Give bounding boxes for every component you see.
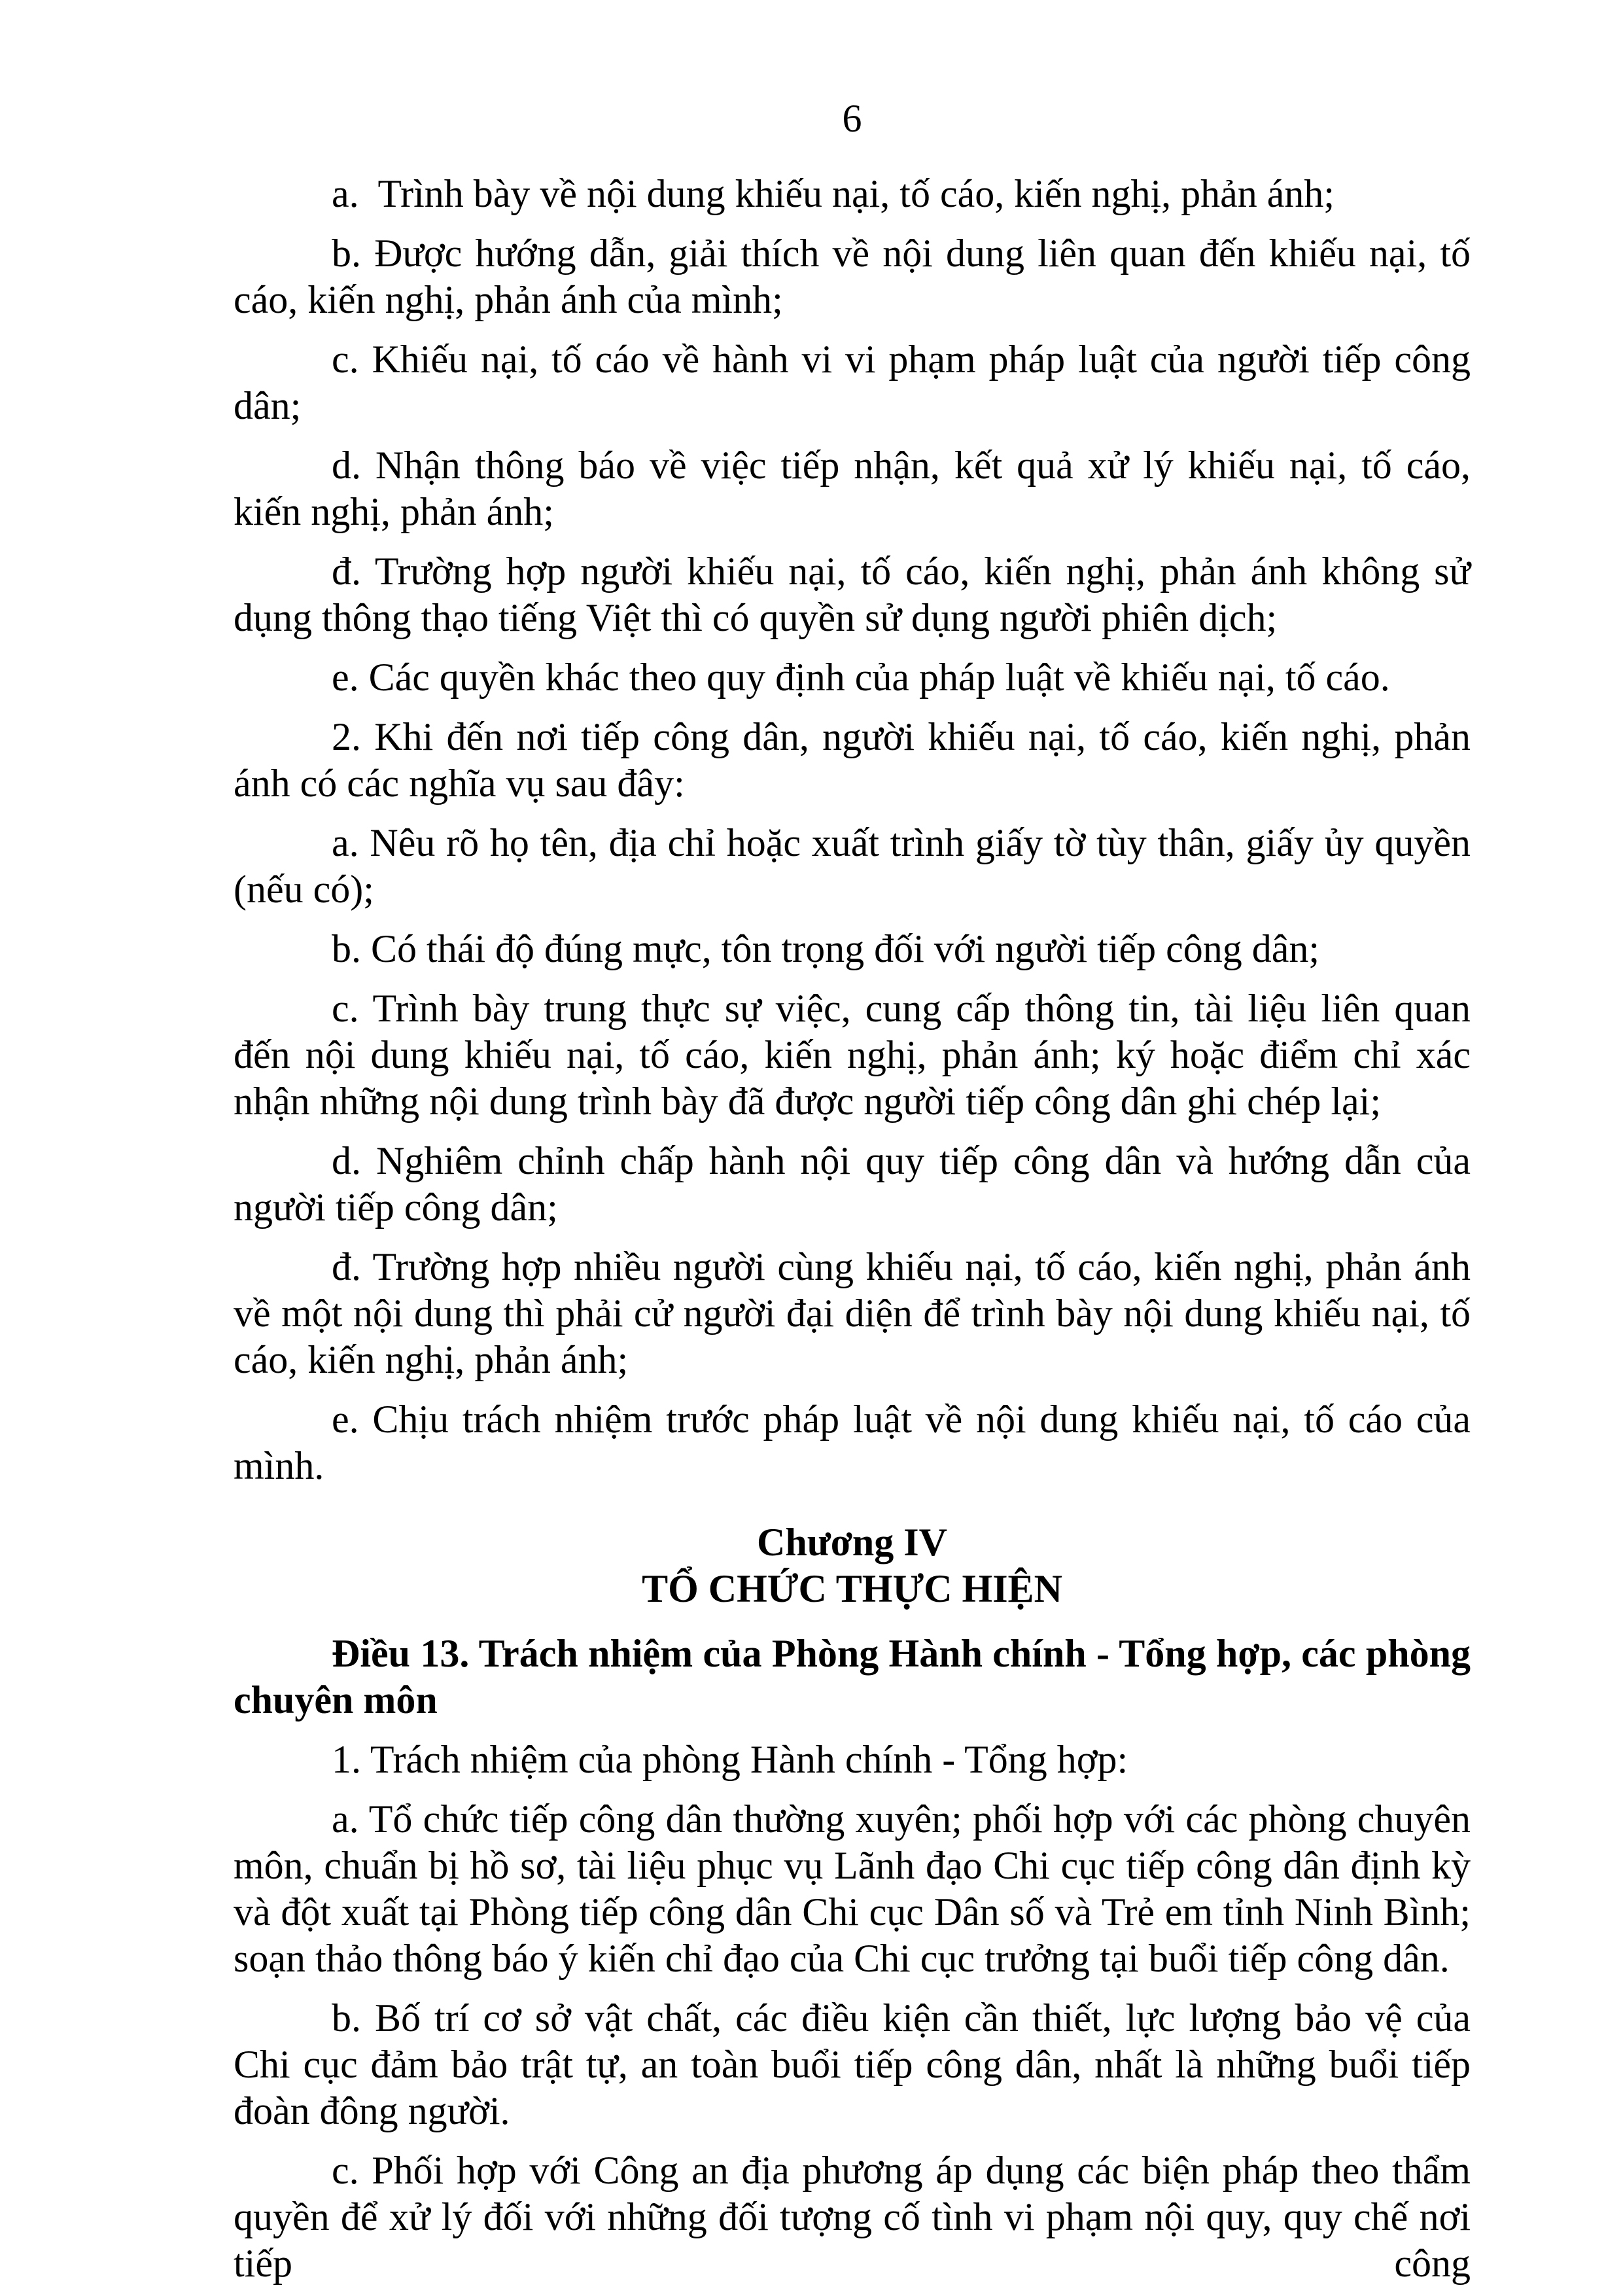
obligations-intro: 2. Khi đến nơi tiếp công dân, người khiếu nại, tố cáo, kiến nghị, phản ánh có các nghĩa vụ sau đây: (234, 715, 1480, 805)
rights-item-a: a. Trình bày về nội dung khiếu nại, tố cáo, kiến nghị, phản ánh; (332, 172, 1335, 215)
obligations-item-b: b. Có thái độ đúng mực, tôn trọng đối với người tiếp công dân; (332, 927, 1320, 970)
obligations-item-d: d. Nghiêm chỉnh chấp hành nội quy tiếp công dân và hướng dẫn của người tiếp công dân; (234, 1139, 1480, 1229)
article-13-clause-1-item-c: c. Phối hợp với Công an địa phương áp dụng các biện pháp theo thẩm quyền để xử lý đối với những đối tượng cố tình vi phạm nội quy, quy chế nơi tiếp công (234, 2149, 1480, 2285)
obligations-item-c: c. Trình bày trung thực sự việc, cung cấp thông tin, tài liệu liên quan đến nội dung khiếu nại, tố cáo, kiến nghị, phản ánh; ký hoặc điểm chỉ xác nhận những nội dung trình bày đã được người tiếp công dân ghi chép lại; (234, 987, 1480, 1123)
article-13-heading: Điều 13. Trách nhiệm của Phòng Hành chính - Tổng hợp, các phòng chuyên môn (234, 1632, 1480, 1722)
obligations-item-a: a. Nêu rõ họ tên, địa chỉ hoặc xuất trình giấy tờ tùy thân, giấy ủy quyền (nếu có); (234, 821, 1480, 911)
chapter-label: Chương IV (757, 1521, 947, 1564)
article-13-clause-1-item-a: a. Tổ chức tiếp công dân thường xuyên; phối hợp với các phòng chuyên môn, chuẩn bị hồ sơ, tài liệu phục vụ Lãnh đạo Chi cục tiếp công dân định kỳ và đột xuất tại Phòng tiếp công dân Chi cục Dân số và Trẻ em tỉnh Ninh Bình; soạn thảo thông báo ý kiến chỉ đạo của Chi cục trưởng tại buổi tiếp công dân. (234, 1797, 1480, 1980)
article-13-clause-1-item-b: b. Bố trí cơ sở vật chất, các điều kiện cần thiết, lực lượng bảo vệ của Chi cục đảm bảo trật tự, an toàn buổi tiếp công dân, nhất là những buổi tiếp đoàn đông người. (234, 1996, 1480, 2132)
rights-item-c: c. Khiếu nại, tố cáo về hành vi vi phạm pháp luật của người tiếp công dân; (234, 338, 1480, 427)
rights-item-b: b. Được hướng dẫn, giải thích về nội dung liên quan đến khiếu nại, tố cáo, kiến nghị, phản ánh của mình; (234, 232, 1480, 321)
obligations-item-e: e. Chịu trách nhiệm trước pháp luật về nội dung khiếu nại, tố cáo của mình. (234, 1398, 1480, 1487)
page-number: 6 (842, 97, 862, 140)
chapter-heading (234, 1519, 1471, 1612)
article-13-clause-1-intro: 1. Trách nhiệm của phòng Hành chính - Tổng hợp: (332, 1738, 1128, 1781)
rights-item-d: d. Nhận thông báo về việc tiếp nhận, kết quả xử lý khiếu nại, tố cáo, kiến nghị, phản ánh; (234, 444, 1480, 533)
rights-item-e: e. Các quyền khác theo quy định của pháp luật về khiếu nại, tố cáo. (332, 656, 1390, 699)
rights-item-dd: đ. Trường hợp người khiếu nại, tố cáo, kiến nghị, phản ánh không sử dụng thông thạo tiếng Việt thì có quyền sử dụng người phiên dịch; (234, 550, 1480, 639)
obligations-item-dd: đ. Trường hợp nhiều người cùng khiếu nại, tố cáo, kiến nghị, phản ánh về một nội dung thì phải cử người đại diện để trình bày nội dung khiếu nại, tố cáo, kiến nghị, phản ánh; (234, 1245, 1480, 1381)
chapter-title: TỔ CHỨC THỰC HIỆN (642, 1567, 1062, 1610)
